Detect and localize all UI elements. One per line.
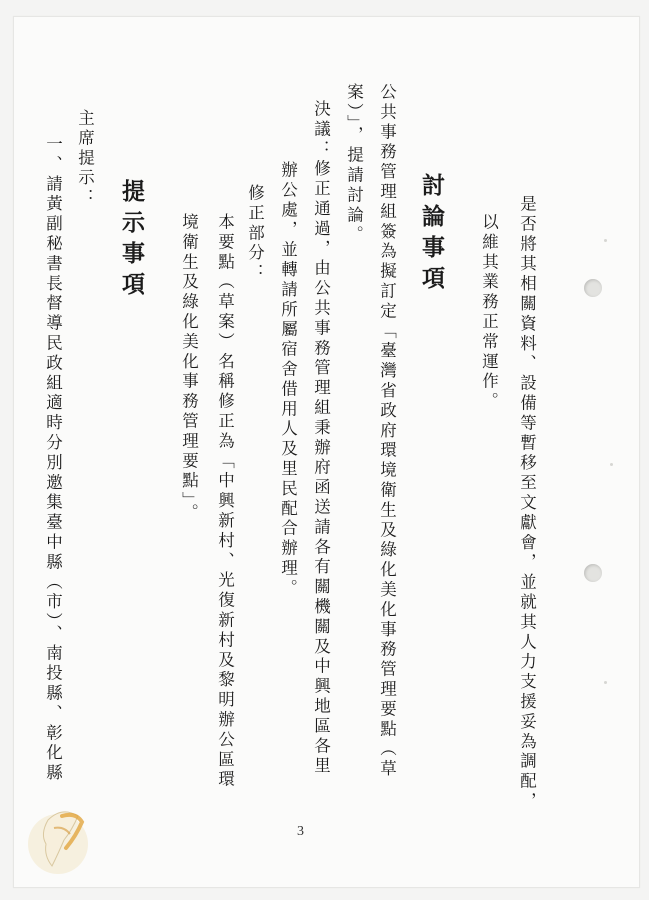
text-column-10: 境衛生及綠化美化事務管理要點」。	[179, 213, 199, 524]
text-column-7: 辦公處，並轉請所屬宿舍借用人及里民配合辦理。	[278, 161, 298, 599]
paper-speck	[604, 681, 607, 684]
page-number: 3	[297, 824, 304, 839]
archive-logo-icon	[18, 800, 110, 878]
text-column-8: 修正部分：	[245, 184, 265, 284]
text-column-6: 決議：修正通過，由公共事務管理組秉辦府函送請各有關機關及中興地區各里	[311, 100, 331, 777]
heading-instructions: 提示事項	[118, 179, 145, 303]
punch-hole-icon	[584, 279, 602, 297]
heading-discussion: 討論事項	[418, 173, 445, 297]
text-column-13: 一、請黃副秘書長督導民政組適時分別邀集臺中縣（市）、南投縣、彰化縣	[43, 135, 63, 784]
text-column-1: 是否將其相關資料、設備等暫移至文獻會，並就其人力支援妥為調配，	[517, 195, 537, 812]
document-page	[13, 16, 640, 888]
text-column-5: 案）」，提請討論。	[344, 83, 364, 246]
text-column-12: 主席提示：	[75, 109, 95, 209]
text-column-9: 本要點（草案）名稱修正為「中興新村、光復新村及黎明辦公區環	[215, 213, 235, 791]
paper-speck	[604, 239, 607, 242]
text-column-4: 公共事務管理組簽為擬訂定「臺灣省政府環境衛生及綠化美化事務管理要點（草	[377, 83, 397, 780]
paper-speck	[610, 463, 613, 466]
punch-hole-icon	[584, 564, 602, 582]
text-column-2: 以維其業務正常運作。	[479, 213, 499, 412]
